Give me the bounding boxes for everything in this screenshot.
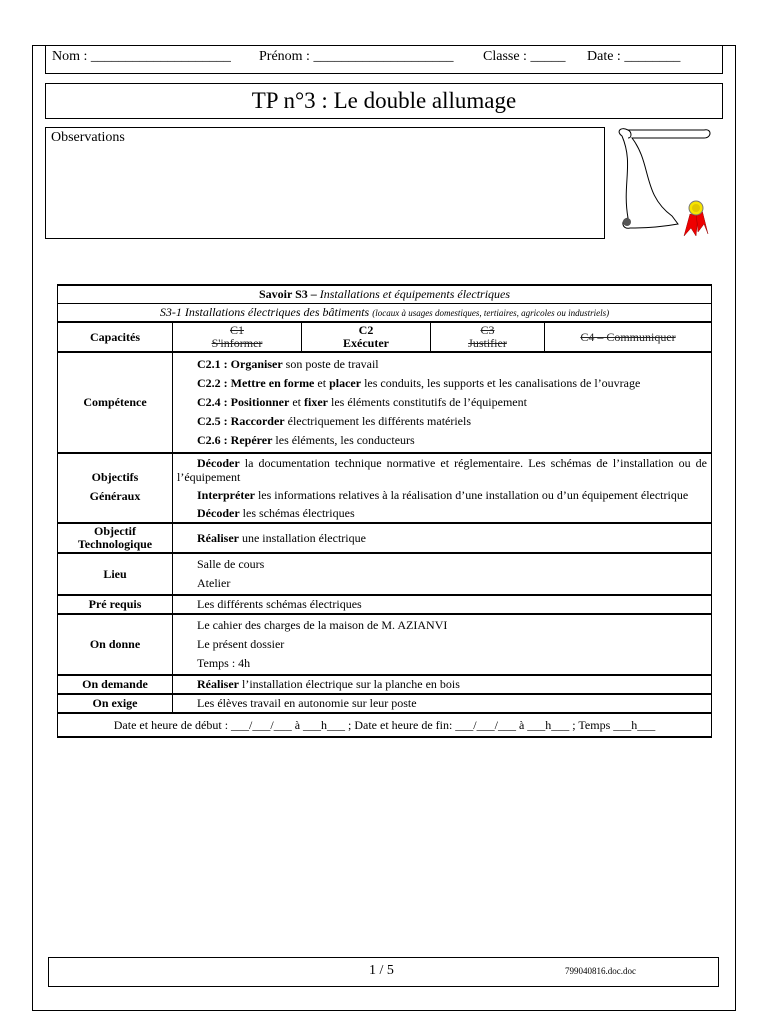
classe-field[interactable]: Classe : _____	[483, 49, 566, 64]
lieu-item: Salle de cours	[197, 557, 265, 571]
objectifs-label: Objectifs Généraux	[58, 453, 173, 523]
prerequis-label: Pré requis	[58, 595, 173, 614]
capacites-label: Capacités	[58, 322, 173, 352]
diploma-scroll-icon	[612, 124, 712, 240]
savoir-subtitle: S3-1 Installations électriques des bâtiments (locaux à usages domestiques, tertiaires, agricoles ou industriels)	[58, 304, 712, 323]
date-field[interactable]: Date : ________	[587, 49, 681, 64]
competence-item: C2.2 : Mettre en forme et placer les conduits, les supports et les canalisations de l’ouvrage	[197, 376, 641, 390]
competence-item: C2.6 : Repérer les éléments, les conducteurs	[197, 433, 415, 447]
ondonne-item: Le présent dossier	[197, 637, 285, 651]
page-title: TP n°3 : Le double allumage	[45, 83, 723, 119]
objectif-item: Interpréter les informations relatives à la réalisation d’une installation ou d’un équipement électrique	[197, 488, 689, 502]
savoir-title: Savoir S3 – Installations et équipements électriques	[58, 285, 712, 304]
objectif-tech-text: Réaliser une installation électrique	[173, 523, 712, 553]
ondonne-item: Temps : 4h	[197, 656, 251, 670]
lieu-list	[173, 553, 712, 595]
page-number: 1 / 5	[369, 963, 394, 978]
identity-header	[45, 45, 723, 74]
competence-label: Compétence	[58, 352, 173, 453]
competence-list	[173, 352, 712, 453]
objectif-item: Décoder la documentation technique normative et réglementaire. Les schémas de l’installation ou de l’équipement	[177, 456, 707, 484]
nom-field[interactable]: Nom : ____________________	[52, 49, 231, 64]
prerequis-text: Les différents schémas électriques	[173, 595, 712, 614]
onexige-text: Les élèves travail en autonomie sur leur poste	[173, 694, 712, 713]
dates-line[interactable]: Date et heure de début : ___/___/___ à ___h___ ; Date et heure de fin: ___/___/___ à ___h___ ; Temps ___h___	[58, 713, 712, 737]
objectifs-list	[173, 453, 712, 523]
capacite-c4: C4 – Communiquer	[545, 322, 712, 352]
savoir-table	[57, 284, 712, 738]
capacite-c2: C2 Exécuter	[302, 322, 431, 352]
ondemande-label: On demande	[58, 675, 173, 694]
objectif-item: Décoder les schémas électriques	[197, 506, 355, 520]
competence-item: C2.1 : Organiser son poste de travail	[197, 357, 379, 371]
prenom-field[interactable]: Prénom : ____________________	[259, 49, 454, 64]
lieu-label: Lieu	[58, 553, 173, 595]
ondonne-list	[173, 614, 712, 675]
ondonne-label: On donne	[58, 614, 173, 675]
observations-box[interactable]	[45, 127, 605, 239]
observations-label: Observations	[51, 130, 125, 145]
competence-item: C2.4 : Positionner et fixer les éléments constitutifs de l’équipement	[197, 395, 527, 409]
lieu-item: Atelier	[197, 576, 231, 590]
objectif-tech-label: Objectif Technologique	[58, 523, 173, 553]
file-name: 799040816.doc.doc	[565, 966, 636, 976]
onexige-label: On exige	[58, 694, 173, 713]
ondemande-text: Réaliser l’installation électrique sur la planche en bois	[173, 675, 712, 694]
ondonne-item: Le cahier des charges de la maison de M. AZIANVI	[197, 618, 448, 632]
capacite-c1: C1 S'informer	[173, 322, 302, 352]
competence-item: C2.5 : Raccorder électriquement les différents matériels	[197, 414, 472, 428]
page-footer	[48, 957, 719, 987]
capacite-c3: C3 Justifier	[431, 322, 545, 352]
